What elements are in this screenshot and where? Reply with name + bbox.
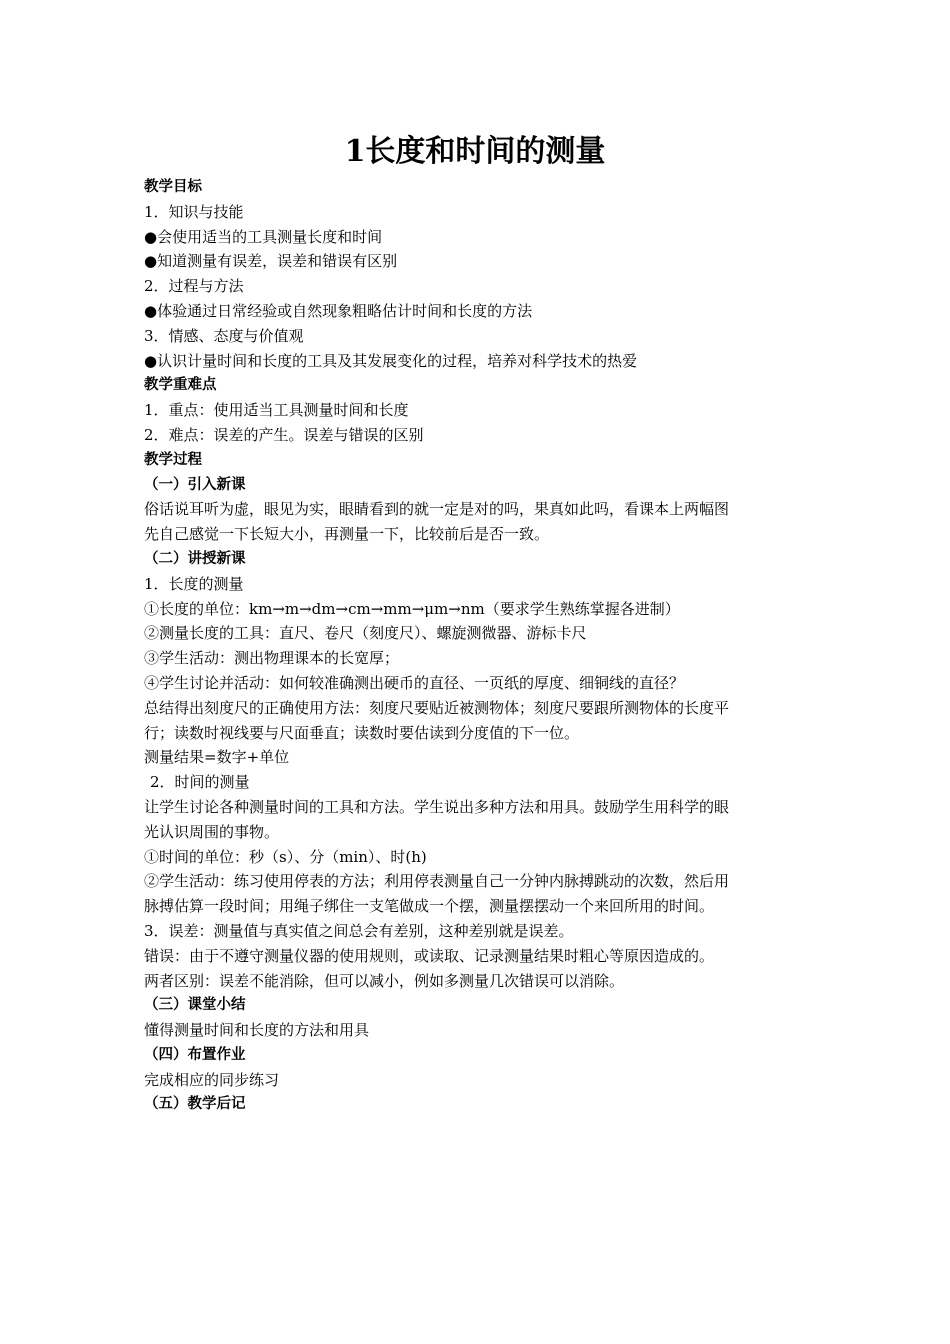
- section-heading-process: 教学过程: [144, 451, 202, 468]
- text-line: 1．重点：使用适当工具测量时间和长度: [144, 401, 409, 420]
- document-body: [144, 175, 808, 1117]
- bullet-line: ●认识计量时间和长度的工具及其发展变化的过程，培养对科学技术的热爱: [144, 351, 638, 370]
- text-line: 总结得出刻度尺的正确使用方法：刻度尺要贴近被测物体；刻度尺要跟所测物体的长度平: [144, 698, 730, 717]
- subsection-heading: （二）讲授新课: [144, 550, 246, 567]
- bullet-line: ●体验通过日常经验或自然现象粗略估计时间和长度的方法: [144, 301, 533, 320]
- subsection-heading: （三）课堂小结: [144, 997, 246, 1014]
- text-line: ③学生活动：测出物理课本的长宽厚；: [144, 649, 400, 668]
- text-line: 测量结果=数字+单位: [144, 748, 290, 767]
- text-line: ②学生活动：练习使用停表的方法；利用停表测量自己一分钟内脉搏跳动的次数，然后用: [144, 872, 730, 891]
- text-line: ①时间的单位：秒（s）、分（min）、时(h): [144, 847, 427, 866]
- text-line: 脉搏估算一段时间；用绳子绑住一支笔做成一个摆，测量摆摆动一个来回所用的时间。: [144, 897, 715, 916]
- subsection-heading: （五）教学后记: [144, 1096, 246, 1113]
- text-line: 俗话说耳听为虚，眼见为实，眼睛看到的就一定是对的吗，果真如此吗，看课本上两幅图: [144, 500, 730, 519]
- text-line: 两者区别：误差不能消除，但可以减小，例如多测量几次错误可以消除。: [144, 971, 625, 990]
- section-heading-goals: 教学目标: [144, 179, 202, 195]
- text-line: 光认识周围的事物。: [144, 822, 280, 841]
- text-line: ①长度的单位：km→m→dm→cm→mm→μm→nm（要求学生熟练掌握各进制）: [144, 599, 680, 618]
- document-title: 1长度和时间的测量: [344, 134, 606, 169]
- text-line: ②测量长度的工具：直尺、卷尺（刻度尺）、螺旋测微器、游标卡尺: [144, 624, 587, 643]
- text-line: 1．长度的测量: [144, 574, 244, 593]
- text-line: 行；读数时视线要与尺面垂直；读数时要估读到分度值的下一位。: [144, 723, 580, 742]
- text-line: 2．难点：误差的产生。误差与错误的区别: [144, 425, 424, 444]
- text-line: 懂得测量时间和长度的方法和用具: [144, 1021, 370, 1040]
- text-line: 完成相应的同步练习: [144, 1070, 280, 1089]
- text-line: 3．误差：测量值与真实值之间总会有差别，这种差别就是误差。: [144, 921, 574, 940]
- text-line: 先自己感觉一下长短大小，再测量一下，比较前后是否一致。: [144, 525, 550, 544]
- text-line: 2．时间的测量: [150, 773, 250, 792]
- text-line: 错误：由于不遵守测量仪器的使用规则，或读取、记录测量结果时粗心等原因造成的。: [144, 946, 715, 965]
- text-line: ④学生讨论并活动：如何较准确测出硬币的直径、一页纸的厚度、细铜线的直径？: [144, 673, 685, 692]
- section-heading-keypoints: 教学重难点: [144, 377, 217, 394]
- text-line: 2．过程与方法: [144, 277, 244, 296]
- subsection-heading: （一）引入新课: [144, 476, 246, 493]
- text-line: 1．知识与技能: [144, 202, 244, 221]
- text-line: 让学生讨论各种测量时间的工具和方法。学生说出多种方法和用具。鼓励学生用科学的眼: [144, 797, 730, 816]
- bullet-line: ●知道测量有误差，误差和错误有区别: [144, 252, 398, 271]
- text-line: 3．情感、态度与价值观: [144, 326, 304, 345]
- bullet-line: ●会使用适当的工具测量长度和时间: [144, 227, 383, 246]
- subsection-heading: （四）布置作业: [144, 1046, 246, 1063]
